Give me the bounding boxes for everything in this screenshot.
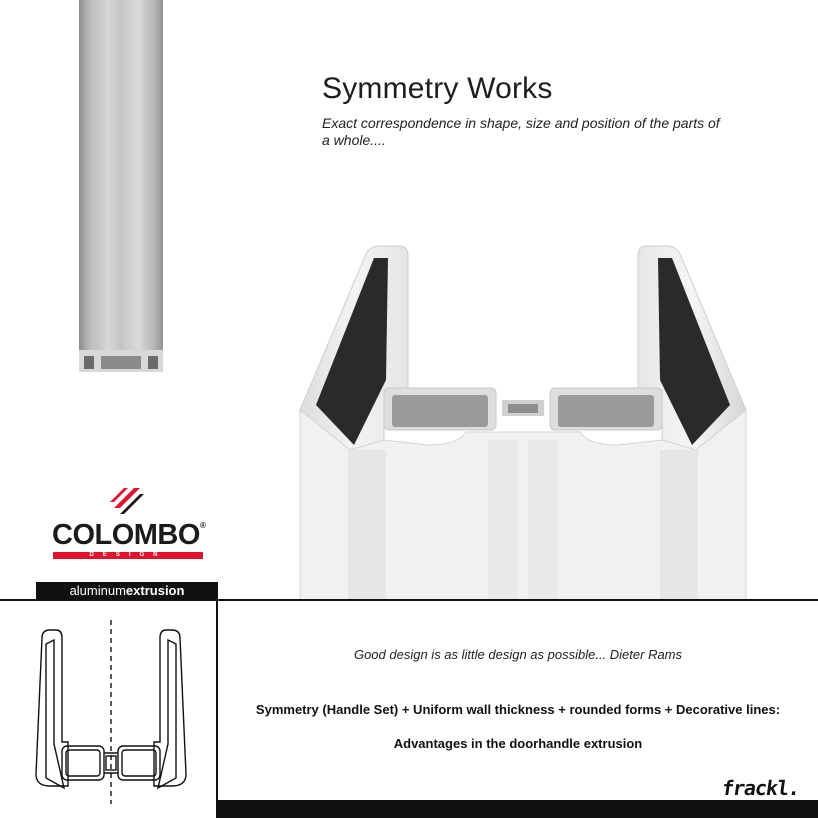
dieter-rams-quote: Good design is as little design as possible... Dieter Rams (353, 647, 683, 662)
profile-line-drawing (22, 618, 202, 804)
footer-bar (218, 800, 818, 818)
logo-tagline: DESIGN (53, 552, 203, 559)
logo-wordmark: COLOMBO® (52, 519, 206, 551)
brushed-aluminum-bar-image (79, 0, 163, 372)
horizontal-divider (0, 599, 818, 601)
page-subtitle: Exact correspondence in shape, size and position of the parts of a whole.... (322, 115, 720, 148)
aluminum-extrusion-label: aluminumextrusion (36, 582, 218, 600)
extrusion-3d-render (288, 240, 758, 600)
page-title: Symmetry Works (322, 72, 553, 105)
frackl-brand-mark: frackl. (720, 776, 801, 800)
design-formula: Symmetry (Handle Set) + Uniform wall thickness + rounded forms + Decorative lines: (255, 702, 781, 717)
colombo-logo (52, 486, 222, 561)
advantages-caption: Advantages in the doorhandle extrusion (393, 736, 643, 751)
logo-slash-icon (110, 486, 144, 516)
